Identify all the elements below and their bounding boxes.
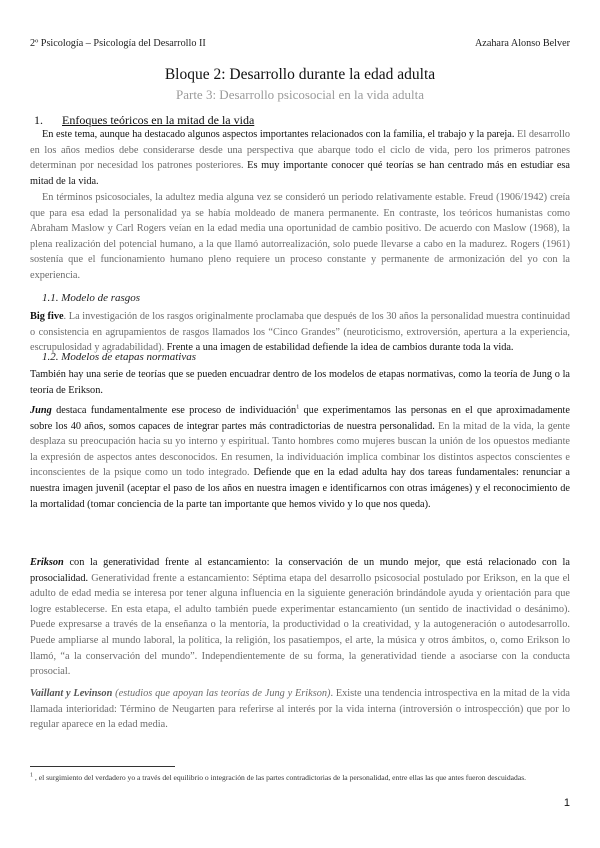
paragraph-big-five [30,309,570,356]
paragraph-stages: También hay una serie de teorías que se pueden encuadrar dentro de los modelos de etapas normativas, como la teoría de Jung o la teoría de Erikson. [30,369,570,396]
big-five-text-a: . La investigación de los rasgos originalmente proclamaba que después de los 30 años la personalidad muestra continuidad o consistencia en agrupamientos de rasgos llamados los “Cinco Grandes” (neuroticismo, extroversión, apertura a la experiencia, escrupulosidad y agradabilidad). [30,311,570,354]
erikson-text-b: Generatividad frente a estancamiento: Séptima etapa del desarrollo psicosocial postulado por Erikson, en la que el adulto de edad media se interesa por tener alguna influencia en la siguiente generación brindándole ayuda y orientación para que logre establecerse. En esta etapa, el adulto también puede experimentar estancamiento (un sentido de inactividad o desánimo). Puede expresarse a través de la enseñanza o la mentoría, la productividad o la creatividad, y la autogeneración o autodesarrollo. Puede ampliarse al mundo laboral, la política, la religión, los pasatiempos, el arte, la música y otros ámbitos, o, como Erikson lo llamó, “a la conservación del mundo”. Independientemente de su forma, la generatividad tiende a asociarse con la conducta prosocial. [30,572,570,678]
erikson-text-a: con la generatividad frente al estancamiento: la conservación de un mundo mejor, que está relacionado con la prosocialidad. [30,557,570,584]
document-title: Bloque 2: Desarrollo durante la edad adulta [164,66,436,83]
footnote-divider [30,766,175,767]
jung-text-d: Defiende que en la edad adulta hay dos tareas fundamentales: renunciar a nuestra imagen juvenil (aceptar el paso de los años en nuestra imagen e identificarnos con otras imágenes) y el reconocimiento de la mortalidad (tomar conciencia de la parte tan importante que hemos vivido y lo que nos queda). [30,467,570,510]
vaillant-text: . Existe una tendencia introspectiva en la mitad de la vida llamada interioridad: Término de Neugarten para referirse al interés por la vida interna (introversión o introspección) que por lo regular aparece en la edad media. [30,688,570,731]
jung-text-c: En la mitad de la vida, la gente desplaza su preocupación hacia su yo interno y espiritual. Tanto hombres como mujeres buscan la unión de los opuestos mediante la expresión de aspectos antes desconocidos. En resumen, la individuación implica combinar los distintos aspectos conscientes e inconscientes de la psique como un todo integrado. [30,420,570,479]
jung-text-b: que experimentamos las personas en el que aproximadamente sobre los 40 años, somos capaces de integrar partes más contradictorias de nuestra personalidad. [30,405,570,432]
header-author: Azahara Alonso Belver [474,38,570,49]
keyword-erikson: Erikson [30,557,64,568]
page-number: 1 [563,797,570,809]
section-number: 1. [34,113,43,127]
document-subtitle: Parte 3: Desarrollo psicosocial en la vida adulta [175,87,424,102]
paragraph-erikson [30,555,570,680]
big-five-text-b: Frente a una imagen de estabilidad defiende la idea de cambios durante toda la vida. [164,342,514,354]
header-course: 2º Psicología – Psicología del Desarrollo II [30,38,206,49]
footnote-text: , el surgimiento del verdadero yo a través del equilibrio o integración de las partes contradictorias de la personalidad, entre ellas las que antes fueron descuidadas. [33,773,527,782]
paragraph-intro [30,127,570,189]
intro-text-a: En este tema, aunque ha destacado algunos aspectos importantes relacionados con la familia, el trabajo y la pareja. [42,129,515,140]
subsection-heading-stages: 1.2. Modelos de etapas normativas [42,351,196,363]
footnote-marker: 1 [30,772,33,779]
section-heading [34,113,254,128]
subsection-heading-traits: 1.1. Modelo de rasgos [42,292,141,304]
keyword-vaillant-levinson: Vaillant y Levinson [30,688,113,699]
footnote-ref: 1 [296,404,300,411]
vaillant-note: (estudios que apoyan las teorías de Jung y Erikson) [112,688,331,699]
keyword-jung: Jung [30,405,52,416]
paragraph-jung [30,403,570,512]
section-title: Enfoques teóricos en la mitad de la vida [62,113,255,127]
intro-text-c: Es muy importante conocer qué teorías se han centrado más en estudiar esa mitad de la vida. [30,160,570,187]
intro-text-b: El desarrollo en los años medios debe considerarse desde una perspectiva que abarque todo el ciclo de vida, pero los primeros patrones determinan por necesidad los patrones posteriores. [30,129,570,172]
paragraph-psychosocial: En términos psicosociales, la adultez media alguna vez se consideró un periodo relativamente estable. Freud (1906/1942) creía que para esa edad la personalidad ya se había moldeado de manera permanente. En contraste, los teóricos humanistas como Abraham Maslow y Carl Rogers veían en la edad media una oportunidad de cambio positivo. De acuerdo con Maslow (1968), la plena realización del potencial humano, a la que llamó autorrealización, solo puede llevarse a cabo en la madurez. Rogers (1961) sostenía que el funcionamiento humano pleno requiere un proceso constante y permanente de armonización del yo con la experiencia. [30,192,570,281]
jung-text-a: destaca fundamentalmente ese proceso de individuación [51,405,297,416]
footnote [30,772,570,784]
paragraph-vaillant [30,686,570,733]
keyword-big-five: Big five [30,311,64,322]
